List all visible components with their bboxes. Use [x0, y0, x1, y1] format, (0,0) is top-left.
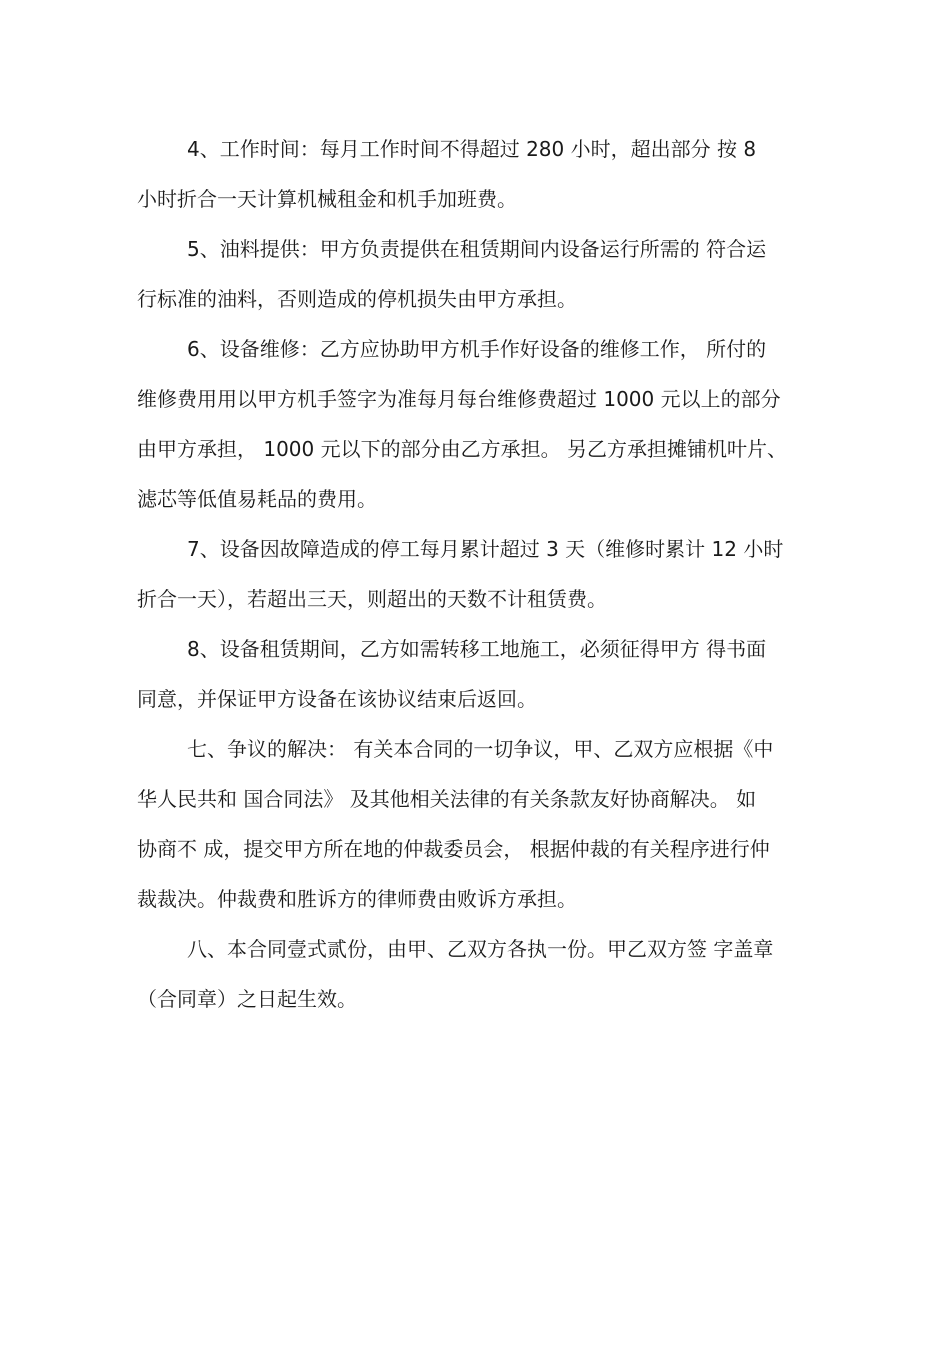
text-line: 行标准的油料，否则造成的停机损失由甲方承担。 [137, 287, 577, 311]
text-line: 七、争议的解决： 有关本合同的一切争议，甲、乙双方应根据《中 [187, 737, 774, 761]
text-line: 8、设备租赁期间，乙方如需转移工地施工，必须征得甲方 得书面 [187, 637, 767, 661]
text-line: 折合一天），若超出三天，则超出的天数不计租赁费。 [137, 587, 607, 611]
text-line: 6、设备维修：乙方应协助甲方机手作好设备的维修工作， 所付的 [187, 337, 767, 361]
text-line: 4、工作时间：每月工作时间不得超过 280 小时，超出部分 按 8 [187, 137, 757, 161]
text-line: 同意，并保证甲方设备在该协议结束后返回。 [137, 687, 537, 711]
paragraph-contract-copies [137, 924, 817, 1024]
paragraph-clause-7 [137, 524, 817, 624]
text-line: 华人民共和 国合同法》 及其他相关法律的有关条款友好协商解决。 如 [137, 787, 757, 811]
text-line: 八、本合同壹式贰份，由甲、乙双方各执一份。甲乙双方签 字盖章 [187, 937, 774, 961]
text-line: 维修费用用以甲方机手签字为准每月每台维修费超过 1000 元以上的部分 [137, 387, 781, 411]
text-line: 协商不 成，提交甲方所在地的仲裁委员会， 根据仲裁的有关程序进行仲 [137, 837, 770, 861]
text-line: 小时折合一天计算机械租金和机手加班费。 [137, 187, 517, 211]
paragraph-clause-4 [137, 124, 817, 224]
text-line: 裁裁决。仲裁费和胜诉方的律师费由败诉方承担。 [137, 887, 577, 911]
paragraph-dispute-resolution [137, 724, 817, 924]
text-line: 由甲方承担， 1000 元以下的部分由乙方承担。 另乙方承担摊铺机叶片、 [137, 437, 787, 461]
text-line: 7、设备因故障造成的停工每月累计超过 3 天（维修时累计 12 小时 [187, 537, 784, 561]
text-line: 5、油料提供：甲方负责提供在租赁期间内设备运行所需的 符合运 [187, 237, 767, 261]
text-line: 滤芯等低值易耗品的费用。 [137, 487, 377, 511]
text-line: （合同章）之日起生效。 [137, 987, 357, 1011]
paragraph-clause-8 [137, 624, 817, 724]
paragraph-clause-6 [137, 324, 817, 524]
contract-text [137, 124, 817, 1024]
paragraph-clause-5 [137, 224, 817, 324]
